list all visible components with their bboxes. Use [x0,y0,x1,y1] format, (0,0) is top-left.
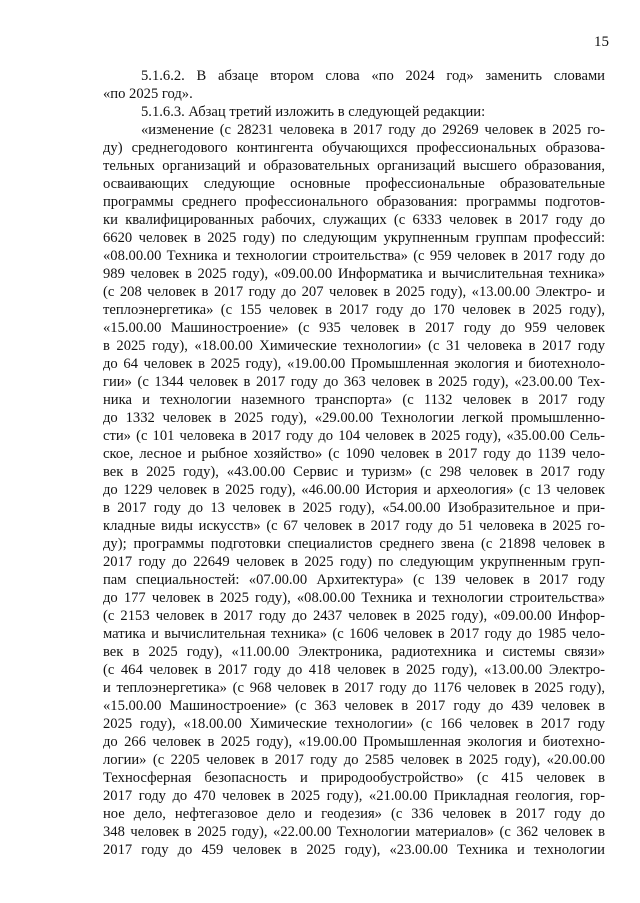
text-line: 5.1.6.2. В абзаце втором слова «по 2024 год» заменить словами [141,68,605,84]
text-line: матика и вычислительная техника» (с 1606 человек в 2017 году до 1985 чело- [103,626,605,642]
text-line: 2017 году до 459 человек в 2025 году), «23.00.00 Техника и технологии [103,842,605,858]
text-line: 989 человек в 2025 году), «09.00.00 Информатика и вычислительная техника» [103,266,605,282]
text-line: 348 человек в 2025 году), «22.00.00 Технологии материалов» (с 362 человек в [103,824,605,840]
text-line: теплоэнергетика» (с 155 человек в 2017 году до 170 человек в 2025 году), [103,302,605,318]
page-number: 15 [594,34,609,50]
text-line: программы среднего профессионального образования: программы подготов- [103,194,605,210]
text-line: сти» (с 101 человека в 2017 году до 104 человек в 2025 году), «35.00.00 Сель- [103,428,605,444]
text-line: 2025 году), «18.00.00 Химические технологии» (с 166 человек в 2017 году [103,716,605,732]
text-line: и теплоэнергетика» (с 968 человек в 2017 году до 1176 человек в 2025 году), [103,680,605,696]
text-line: ское, лесное и рыбное хозяйство» (с 1090 человек в 2017 году до 1139 чело- [103,446,605,462]
text-line: Техносферная безопасность и природообустройство» (с 415 человек в [103,770,605,786]
text-line: осваивающих следующие основные профессиональные образовательные [103,176,605,192]
text-line: ки квалифицированных рабочих, служащих (с 6333 человек в 2017 году до [103,212,605,228]
text-line: (с 464 человек в 2017 году до 418 человек в 2025 году), «13.00.00 Электро- [103,662,605,678]
text-line: «15.00.00 Машиностроение» (с 363 человек в 2017 году до 439 человек в [103,698,605,714]
text-line: век в 2025 году), «43.00.00 Сервис и туризм» (с 298 человек в 2017 году [103,464,605,480]
text-line: логии» (с 2205 человек в 2017 году до 2585 человек в 2025 году), «20.00.00 [103,752,605,768]
text-line: ду); программы подготовки специалистов среднего звена (с 21898 человек в [103,536,605,552]
text-line: ника и технологии наземного транспорта» (с 1132 человек в 2017 году [103,392,605,408]
text-line: «15.00.00 Машиностроение» (с 935 человек в 2017 году до 959 человек [103,320,605,336]
text-line: до 64 человек в 2025 году), «19.00.00 Промышленная экология и биотехноло- [103,356,605,372]
text-line: век в 2025 году), «11.00.00 Электроника, радиотехника и системы связи» [103,644,605,660]
text-line: пам специальностей: «07.00.00 Архитектура» (с 139 человек в 2017 году [103,572,605,588]
text-line: до 1332 человек в 2025 году), «29.00.00 Технологии легкой промышленно- [103,410,605,426]
text-line: кладные виды искусств» (с 67 человек в 2017 году до 51 человека в 2025 го- [103,518,605,534]
text-line: «изменение (с 28231 человека в 2017 году до 29269 человек в 2025 го- [141,122,605,138]
text-line: ду) среднегодового контингента обучающихся профессиональных образова- [103,140,605,156]
text-line: гии» (с 1344 человек в 2017 году до 363 человек в 2025 году), «23.00.00 Тех- [103,374,605,390]
text-line: до 177 человек в 2025 году), «08.00.00 Техника и технологии строительства» [103,590,605,606]
body-text [103,67,605,859]
text-line: 2017 году до 22649 человек в 2025 году) по следующим укрупненным груп- [103,554,605,570]
text-line: тельных организаций и образовательных организаций высшего образования, [103,158,605,174]
text-line: «по 2025 год». [103,86,193,102]
text-line: 5.1.6.3. Абзац третий изложить в следующей редакции: [141,104,486,120]
text-line: (с 208 человек в 2017 году до 207 человек в 2025 году), «13.00.00 Электро- и [103,284,605,300]
text-line: в 2025 году), «18.00.00 Химические технологии» (с 31 человека в 2017 году [103,338,605,354]
text-line: 6620 человек в 2025 году) по следующим укрупненным группам профессий: [103,230,605,246]
text-line: в 2017 году до 13 человек в 2025 году), «54.00.00 Изобразительное и при- [103,500,605,516]
text-line: (с 2153 человек в 2017 году до 2437 человек в 2025 году), «09.00.00 Инфор- [103,608,605,624]
text-line: до 1229 человек в 2025 году), «46.00.00 История и археология» (с 13 человек [103,482,605,498]
text-line: ное дело, нефтегазовое дело и геодезия» (с 336 человек в 2017 году до [103,806,605,822]
text-line: «08.00.00 Техника и технологии строительства» (с 959 человек в 2017 году до [103,248,605,264]
text-line: до 266 человек в 2025 году), «19.00.00 Промышленная экология и биотехно- [103,734,605,750]
text-line: 2017 году до 470 человек в 2025 году), «21.00.00 Прикладная геология, гор- [103,788,605,804]
